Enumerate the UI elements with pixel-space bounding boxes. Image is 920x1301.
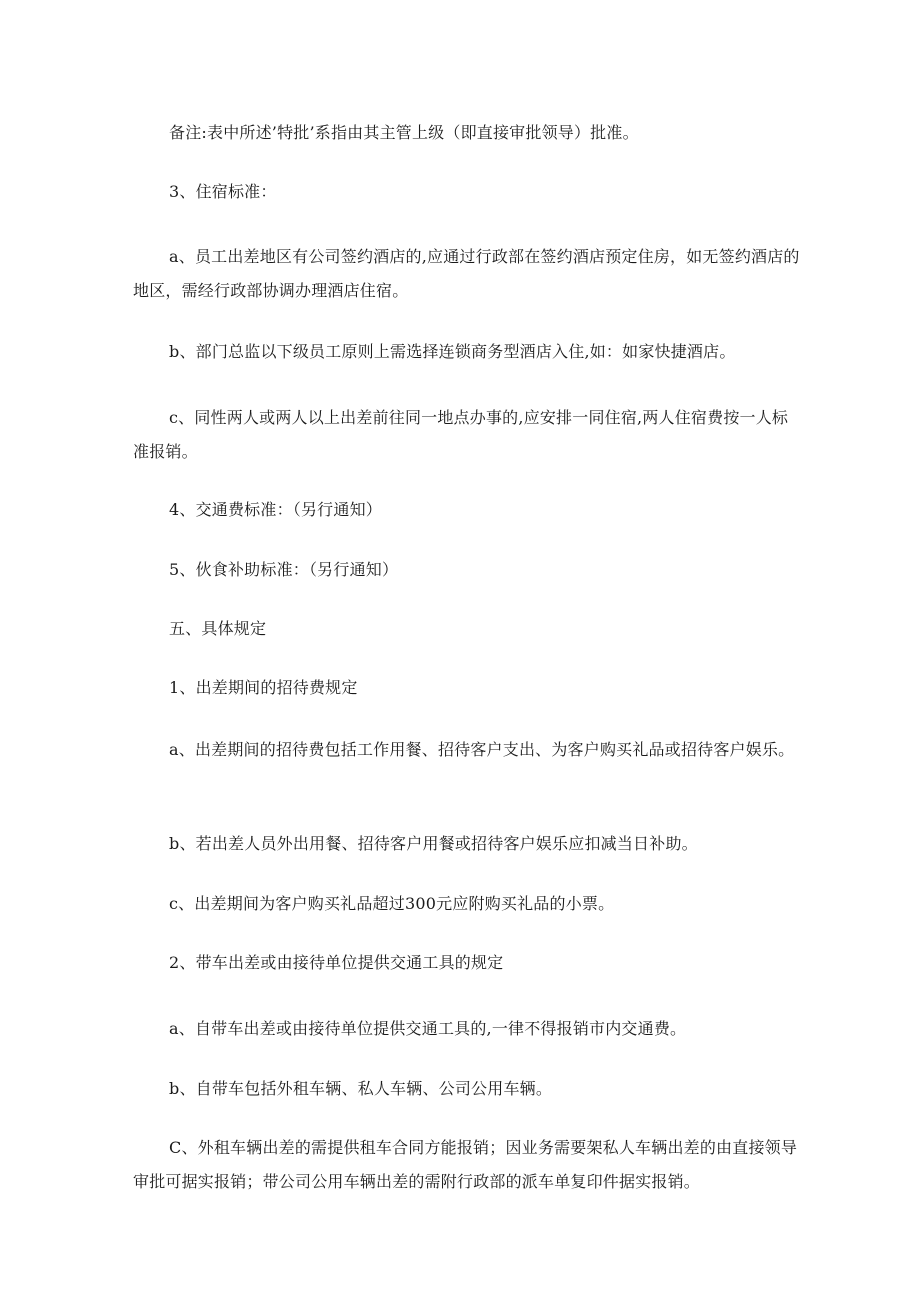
paragraph-vehicle-b: b、自带车包括外租车辆、私人车辆、公司公用车辆。 [169,1079,553,1098]
heading-meal-allowance-standard: 5、伙食补助标准：（另行通知） [169,560,399,579]
paragraph-accommodation-a: a、员工出差地区有公司签约酒店的,应通过行政部在签约酒店预定住房，如无签约酒店的地区，需经行政部协调办理酒店住宿。 [133,247,800,300]
heading-vehicle-rules: 2、带车出差或由接待单位提供交通工具的规定 [169,953,504,972]
paragraph-entertainment-c: c、出差期间为客户购买礼品超过300元应附购买礼品的小票。 [169,894,615,913]
paragraph-vehicle-a: a、自带车出差或由接待单位提供交通工具的,一律不得报销市内交通费。 [169,1019,687,1038]
note-paragraph: 备注:表中所述’特批’系指由其主管上级（即直接审批领导）批准。 [169,123,639,142]
heading-transport-standard: 4、交通费标准：（另行通知） [169,500,382,519]
paragraph-accommodation-b: b、部门总监以下级员工原则上需选择连锁商务型酒店入住,如：如家快捷酒店。 [169,342,736,361]
paragraph-accommodation-c: c、同性两人或两人以上出差前往同一地点办事的,应安排一同住宿,两人住宿费按一人标准报销。 [133,408,789,461]
heading-accommodation-standard: 3、住宿标准： [169,182,277,201]
heading-entertainment-rules: 1、出差期间的招待费规定 [169,678,358,697]
paragraph-entertainment-a: a、出差期间的招待费包括工作用餐、招待客户支出、为客户购买礼品或招待客户娱乐。 [169,740,795,759]
paragraph-vehicle-c: C、外租车辆出差的需提供租车合同方能报销；因业务需要架私人车辆出差的由直接领导审批可据实报销；带公司公用车辆出差的需附行政部的派车单复印件据实报销。 [133,1138,798,1191]
section-heading-specific-rules: 五、具体规定 [169,619,267,638]
paragraph-entertainment-b: b、若出差人员外出用餐、招待客户用餐或招待客户娱乐应扣减当日补助。 [169,834,698,853]
